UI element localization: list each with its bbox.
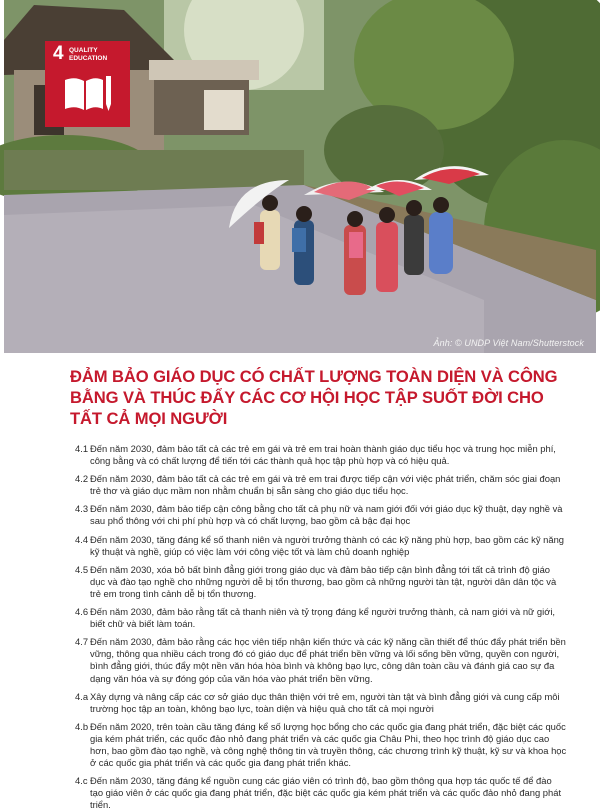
target-number: 4.1 bbox=[75, 443, 89, 454]
target-item bbox=[75, 721, 567, 769]
goal-heading bbox=[70, 366, 558, 429]
target-item bbox=[75, 473, 567, 497]
target-text: Đến năm 2030, đảm bảo rằng tất cả thanh niên và tỷ trọng đáng kể người trưởng thành, cả nam giới và nữ giới, biết chữ và biết làm toán. bbox=[90, 606, 556, 630]
target-item bbox=[75, 636, 567, 684]
target-item bbox=[75, 691, 567, 715]
target-item bbox=[75, 775, 567, 811]
target-number: 4.a bbox=[75, 690, 89, 702]
target-item bbox=[75, 503, 567, 527]
target-text: Đến năm 2030, đảm bảo tất cả các trẻ em gái và trẻ em trai hoàn thành giáo dục tiểu học và trung học miễn phí, công bằng và có chất lượng để tiến tới các thành quả học tập phù hợp và có hiệu quả. bbox=[90, 443, 556, 467]
target-text: Xây dựng và nâng cấp các cơ sở giáo dục thân thiện với trẻ em, người tàn tật và bình đẳng giới và cung cấp môi trường học tập an toàn, không bạo lực, toàn diện và hiệu quả cho tất cả mọi người bbox=[90, 690, 560, 714]
target-text: Đến năm 2030, đảm bảo rằng các học viên tiếp nhận kiến thức và các kỹ năng cần thiết để thúc đẩy phát triển bền vững, thông qua nhiều cách trong đó có giáo dục để phát triển bền vững và lối sống bền vững, quyền con người, bình đẳng giới, thúc đẩy một nền văn hóa hòa bình và không bạo lực, công dân toàn cầu và đánh giá cao sự đa dạng văn hóa và sự đóng góp của văn hóa vào phát triển bền vững. bbox=[90, 636, 566, 684]
photo-credit: Ảnh: © UNDP Việt Nam/Shutterstock bbox=[433, 338, 584, 348]
sdg-title-line-2: EDUCATION bbox=[69, 55, 108, 62]
target-item bbox=[75, 534, 567, 558]
target-item bbox=[75, 606, 567, 630]
target-number: 4.c bbox=[75, 775, 88, 787]
target-number: 4.b bbox=[75, 720, 89, 732]
target-number: 4.6 bbox=[75, 606, 89, 618]
target-text: Đến năm 2030, tăng đáng kể số thanh niên và người trưởng thành có các kỹ năng phù hợp, bao gồm các kỹ năng kỹ thuật và nghề, giúp có việc làm với công việc tốt và làm chủ doanh nghiệp bbox=[90, 533, 565, 557]
targets-list bbox=[75, 443, 567, 811]
heading-line-1: ĐẢM BẢO GIÁO DỤC CÓ CHẤT LƯỢNG TOÀN DIỆN VÀ CÔNG bbox=[70, 367, 558, 386]
target-text: Đến năm 2030, đảm bảo tất cả các trẻ em gái và trẻ em trai được tiếp cận với việc phát triển, chăm sóc giai đoạn trẻ thơ và giáo dục mầm non nhằm chuẩn bị sẵn sàng cho giáo dục tiểu học. bbox=[90, 473, 561, 497]
heading-line-2: BẰNG VÀ THÚC ĐẨY CÁC CƠ HỘI HỌC TẬP SUỐT ĐỜI CHO bbox=[70, 388, 544, 407]
target-number: 4.4 bbox=[75, 533, 89, 545]
target-item bbox=[75, 564, 567, 600]
target-text: Đến năm 2030, xóa bỏ bất bình đẳng giới trong giáo dục và đảm bảo tiếp cận bình đẳng tới tất cả trình độ giáo dục và đào tạo nghề cho những người dễ bị tổn thương, bao gồm cả những người tàn tật, người dân dân tộc và trẻ em trong tình cảnh dễ bị tổn thương. bbox=[90, 563, 557, 599]
sdg-title-line-1: QUALITY bbox=[69, 47, 98, 54]
book-pencil-icon bbox=[63, 74, 113, 114]
target-number: 4.2 bbox=[75, 473, 89, 485]
sdg-number: 4 bbox=[53, 43, 64, 64]
target-number: 4.5 bbox=[75, 563, 89, 575]
target-text: Đến năm 2030, đảm bảo tiếp cận công bằng cho tất cả phụ nữ và nam giới đối với giáo dục kỹ thuật, dạy nghề và sau phổ thông với chi phí phù hợp và có chất lượng, bao gồm cả bậc đại học bbox=[90, 503, 563, 527]
heading-line-3: TẤT CẢ MỌI NGƯỜI bbox=[70, 409, 228, 428]
sdg-4-badge bbox=[45, 41, 130, 127]
sdg-title bbox=[69, 47, 127, 63]
target-item bbox=[75, 443, 567, 467]
target-number: 4.7 bbox=[75, 636, 89, 648]
target-text: Đến năm 2020, trên toàn cầu tăng đáng kể số lượng học bổng cho các quốc gia đang phát triển, đặc biệt các quốc gia kém phát triển, các quốc đảo nhỏ đang phát triển và các quốc gia Châu Phi, theo học trình độ giáo dục cao hơn, bao gồm đào tạo nghề, và công nghệ thông tin và truyền thông, các chương trình kỹ thuật, kỹ sư và khoa học ở các quốc gia phát triển và các quốc gia đang phát triển khác. bbox=[90, 720, 567, 769]
target-text: Đến năm 2030, tăng đáng kể nguồn cung các giáo viên có trình độ, bao gồm thông qua hợp tác quốc tế để đào tạo giáo viên ở các quốc gia đang phát triển, đặc biệt các quốc gia kém phát triển và các quốc đảo nhỏ đang phát triển. bbox=[90, 775, 562, 811]
target-number: 4.3 bbox=[75, 503, 89, 515]
